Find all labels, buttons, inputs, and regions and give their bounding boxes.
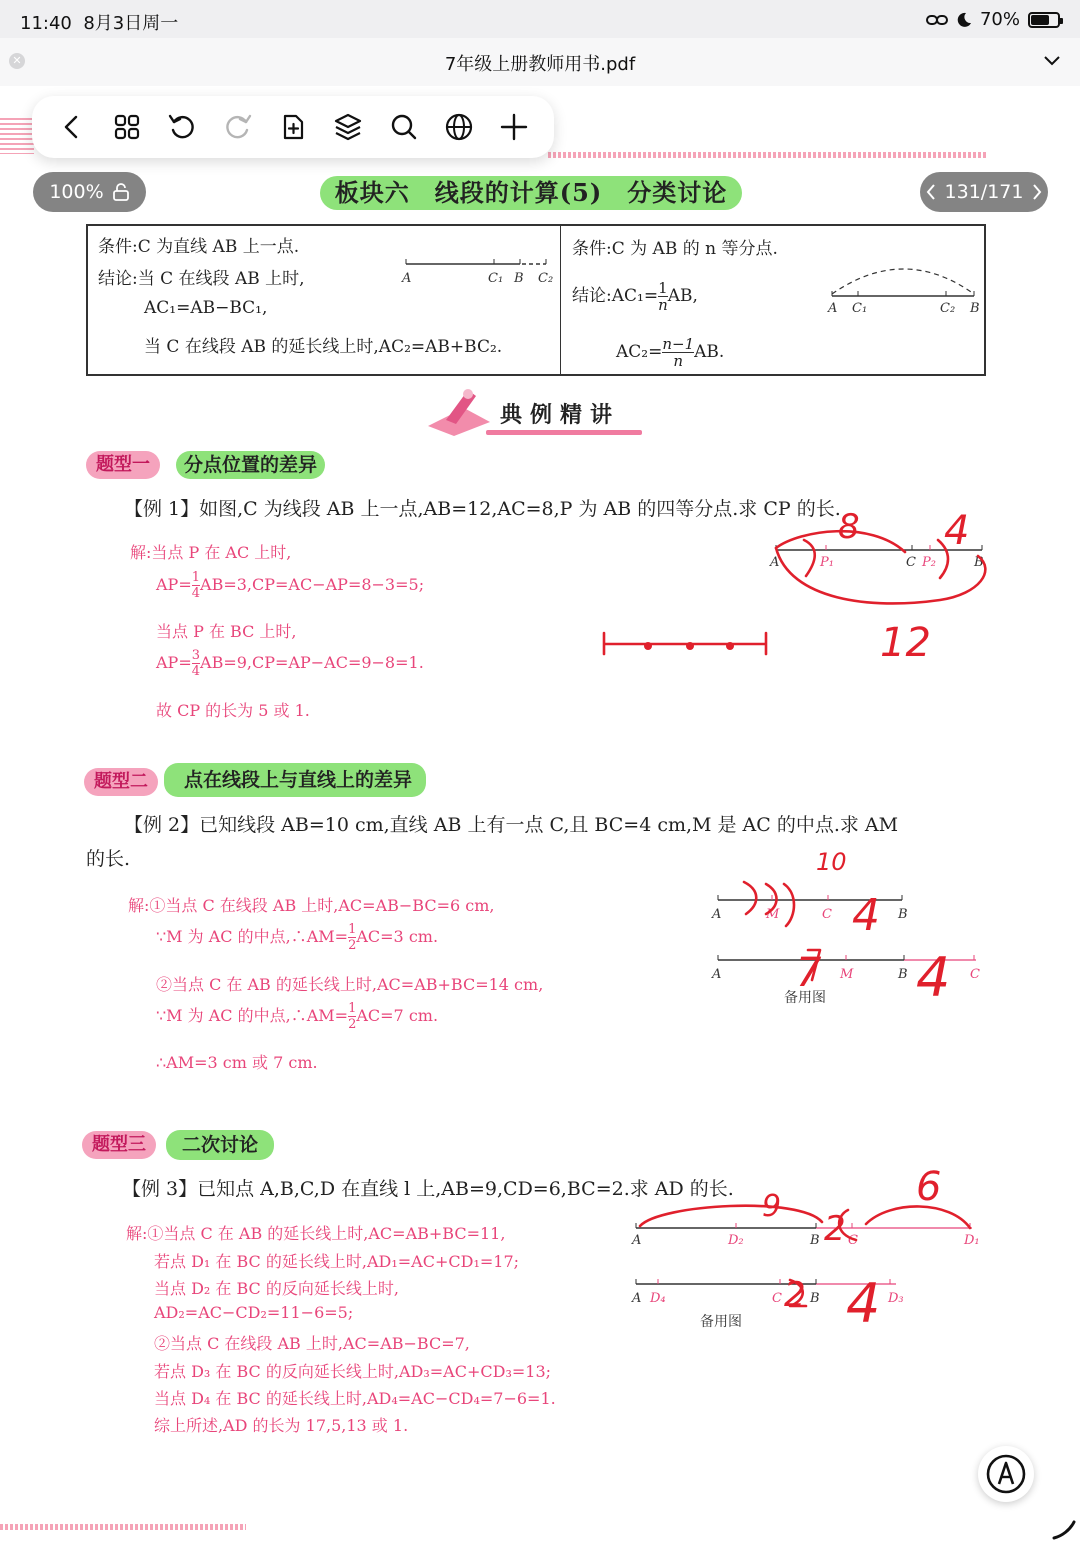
example-1-problem: 【例 1】如图,C 为线段 AB 上一点,AB=12,AC=8,P 为 AB 的四等分点.求 CP 的长. <box>124 498 841 520</box>
handwritten-number: 2 <box>824 1209 846 1249</box>
summary-left-conclusion: 结论:当 C 在线段 AB 上时, <box>98 269 305 289</box>
battery-icon <box>1028 12 1060 28</box>
example-3-solution-line: 若点 D₁ 在 BC 的延长线上时,AD₁=AC+CD₁=17; <box>154 1252 520 1271</box>
type-badge-1: 题型一 <box>86 451 160 479</box>
moon-icon <box>956 12 972 28</box>
fig-label: D₄ <box>650 1291 666 1306</box>
summary-left-formula-1: AC₁=AB−BC₁, <box>144 298 268 318</box>
chevron-down-icon[interactable] <box>1042 50 1062 70</box>
status-indicators <box>926 9 1060 30</box>
fig-label: C₂ <box>940 301 956 316</box>
layers-icon <box>333 112 363 142</box>
heading-underline <box>486 430 642 435</box>
page-footer-rule <box>0 1524 246 1530</box>
fig-label: A <box>712 967 722 982</box>
zoom-indicator[interactable] <box>33 172 146 212</box>
fig-label: D₃ <box>888 1291 904 1306</box>
floating-toolbar <box>32 96 554 158</box>
fig-label: C <box>906 555 916 570</box>
fig-label: D₂ <box>728 1233 744 1248</box>
globe-icon <box>444 112 474 142</box>
example-3-solution-line: 当点 D₄ 在 BC 的延长线上时,AD₄=AC−CD₄=7−6=1. <box>154 1389 556 1408</box>
back-icon <box>58 113 86 141</box>
close-icon[interactable]: ✕ <box>9 53 25 69</box>
fig-label: A <box>632 1233 642 1248</box>
pen-logo-icon <box>424 386 494 438</box>
redo-button[interactable] <box>216 105 260 149</box>
number-line-dots <box>644 642 734 650</box>
example-1-solution-line: AP= $\frac{1}{4}$ AB=3,CP=AC−AP=8−3=5; <box>156 570 425 601</box>
example-2-problem-line-2: 的长. <box>86 848 131 870</box>
pencil-stroke-icon <box>1052 1520 1076 1540</box>
fig-label: D₁ <box>964 1233 980 1248</box>
type-name-3: 二次讨论 <box>166 1130 274 1160</box>
fig-label: A <box>770 555 780 570</box>
example-3-figure <box>626 1214 986 1334</box>
summary-right-formula-1: 结论:AC₁= $\frac{1}{n}$ AB, <box>572 279 698 314</box>
example-1-solution-line: 当点 P 在 BC 上时, <box>156 622 297 641</box>
redo-icon <box>223 112 253 142</box>
example-1-solution-line: 故 CP 的长为 5 或 1. <box>156 701 310 720</box>
battery-percent: 70% <box>979 9 1020 30</box>
type-name-2: 点在线段上与直线上的差异 <box>164 763 426 797</box>
undo-button[interactable] <box>160 105 204 149</box>
fig-label: B <box>810 1291 820 1306</box>
plus-icon <box>499 112 529 142</box>
type-badge-2: 题型二 <box>84 768 158 796</box>
status-time: 11:40 8月3日周一 <box>20 13 179 34</box>
page-decoration <box>0 118 34 154</box>
fig-label: A <box>828 301 838 316</box>
handwritten-number: 9 <box>762 1189 782 1224</box>
fig-label: B <box>898 907 908 922</box>
chevron-left-icon[interactable] <box>925 183 937 201</box>
thumbnails-button[interactable] <box>105 105 149 149</box>
fig-label: A <box>402 271 412 286</box>
summary-divider <box>560 226 561 374</box>
example-3-solution-line: 综上所述,AD 的长为 17,5,13 或 1. <box>154 1416 409 1435</box>
example-3-solution-line: 当点 D₂ 在 BC 的反向延长线上时, <box>154 1279 399 1298</box>
figure-caption: 备用图 <box>700 1314 742 1330</box>
fig-label: A <box>632 1291 642 1306</box>
fig-label: M <box>840 967 854 982</box>
fig-label: M <box>766 907 780 922</box>
document-title-bar <box>0 38 1080 86</box>
pen-tool-icon <box>985 1453 1027 1495</box>
fig-label: C <box>970 967 980 982</box>
figure-caption: 备用图 <box>784 990 826 1006</box>
summary-left-condition: 条件:C 为直线 AB 上一点. <box>98 237 300 257</box>
handwritten-number: 2 <box>784 1275 806 1315</box>
fig-label: B <box>810 1233 820 1248</box>
fig-label: B <box>970 301 980 316</box>
summary-right-formula-2: AC₂= $\frac{n-1}{n}$ AB. <box>616 335 725 370</box>
status-bar <box>0 0 1080 38</box>
fig-label: C₁ <box>488 271 504 286</box>
zoom-label: 100% <box>49 181 104 203</box>
fig-label: C <box>848 1233 858 1248</box>
fig-label: C₂ <box>538 271 554 286</box>
handwritten-number: 4 <box>944 508 970 554</box>
example-3-solution-line: 解:①当点 C 在 AB 的延长线上时,AC=AB+BC=11, <box>126 1224 506 1243</box>
handwritten-number: 4 <box>846 1272 881 1335</box>
summary-box <box>86 224 986 376</box>
type-name-1: 分点位置的差异 <box>176 451 325 479</box>
pen-tool-button[interactable] <box>978 1446 1034 1502</box>
fig-label: P₁ <box>820 555 834 570</box>
summary-left-formula-2: 当 C 在线段 AB 的延长线上时,AC₂=AB+BC₂. <box>144 337 503 357</box>
search-icon <box>389 112 419 142</box>
example-2-solution-line: ∴AM=3 cm 或 7 cm. <box>156 1053 318 1072</box>
grid-icon <box>113 113 141 141</box>
handwritten-number: 4 <box>916 946 951 1009</box>
search-button[interactable] <box>382 105 426 149</box>
page-header-rule <box>548 152 988 158</box>
fig-label: A <box>712 907 722 922</box>
lock-icon <box>112 183 130 201</box>
link-icon <box>926 13 948 27</box>
example-2-solution-line: ②当点 C 在 AB 的延长线上时,AC=AB+BC=14 cm, <box>156 975 544 994</box>
example-1-solution-line: AP= $\frac{3}{4}$ AB=9,CP=AP−AC=9−8=1. <box>156 648 424 679</box>
type-badge-3: 题型三 <box>82 1131 156 1159</box>
add-page-icon <box>279 113 307 141</box>
handwritten-number: 6 <box>916 1164 942 1210</box>
fig-label: C <box>822 907 832 922</box>
add-button[interactable] <box>492 105 536 149</box>
translate-button[interactable] <box>437 105 481 149</box>
add-page-button[interactable] <box>271 105 315 149</box>
examples-heading: 典例精讲 <box>500 402 621 428</box>
document-title: 7年级上册教师用书.pdf <box>444 54 636 75</box>
example-3-solution-line: 若点 D₃ 在 BC 的反向延长线上时,AD₃=AC+CD₃=13; <box>154 1362 552 1381</box>
handwritten-number: 8 <box>838 507 860 547</box>
fig-label: B <box>514 271 524 286</box>
example-1-figure <box>760 530 990 580</box>
example-1-solution-line: 解:当点 P 在 AC 上时, <box>130 543 292 562</box>
chevron-right-icon[interactable] <box>1031 183 1043 201</box>
example-3-solution-line: AD₂=AC−CD₂=11−6=5; <box>154 1303 354 1322</box>
handwritten-number: 12 <box>880 620 931 666</box>
layers-button[interactable] <box>326 105 370 149</box>
example-3-problem: 【例 3】已知点 A,B,C,D 在直线 l 上,AB=9,CD=6,BC=2.求 AD 的长. <box>122 1178 734 1200</box>
handwritten-number: 4 <box>852 890 880 941</box>
example-2-problem-line-1: 【例 2】已知线段 AB=10 cm,直线 AB 上有一点 C,且 BC=4 cm,M 是 AC 的中点.求 AM <box>124 814 899 836</box>
undo-icon <box>167 112 197 142</box>
section-title: 板块六 线段的计算(5) 分类讨论 <box>320 176 742 210</box>
handwritten-number: 7 <box>796 950 822 996</box>
fig-label: C₁ <box>852 301 868 316</box>
fig-label: B <box>898 967 908 982</box>
summary-right-condition: 条件:C 为 AB 的 n 等分点. <box>572 239 778 259</box>
fig-label: B <box>974 555 984 570</box>
fig-label: P₂ <box>922 555 936 570</box>
example-2-solution-line: ∵M 为 AC 的中点,∴AM= $\frac{1}{2}$ AC=7 cm. <box>156 1001 439 1032</box>
handwritten-number: 10 <box>816 848 847 876</box>
example-3-solution-line: ②当点 C 在线段 AB 上时,AC=AB−BC=7, <box>154 1334 470 1353</box>
example-2-solution-line: ∵M 为 AC 的中点,∴AM= $\frac{1}{2}$ AC=3 cm. <box>156 922 439 953</box>
back-button[interactable] <box>50 105 94 149</box>
page-label: 131/171 <box>944 181 1024 203</box>
page-indicator[interactable] <box>920 172 1048 212</box>
example-2-solution-line: 解:①当点 C 在线段 AB 上时,AC=AB−BC=6 cm, <box>128 896 495 915</box>
summary-left-figure <box>400 248 560 288</box>
fig-label: C <box>772 1291 782 1306</box>
example-2-figure <box>706 890 996 1010</box>
summary-right-figure <box>824 252 984 322</box>
